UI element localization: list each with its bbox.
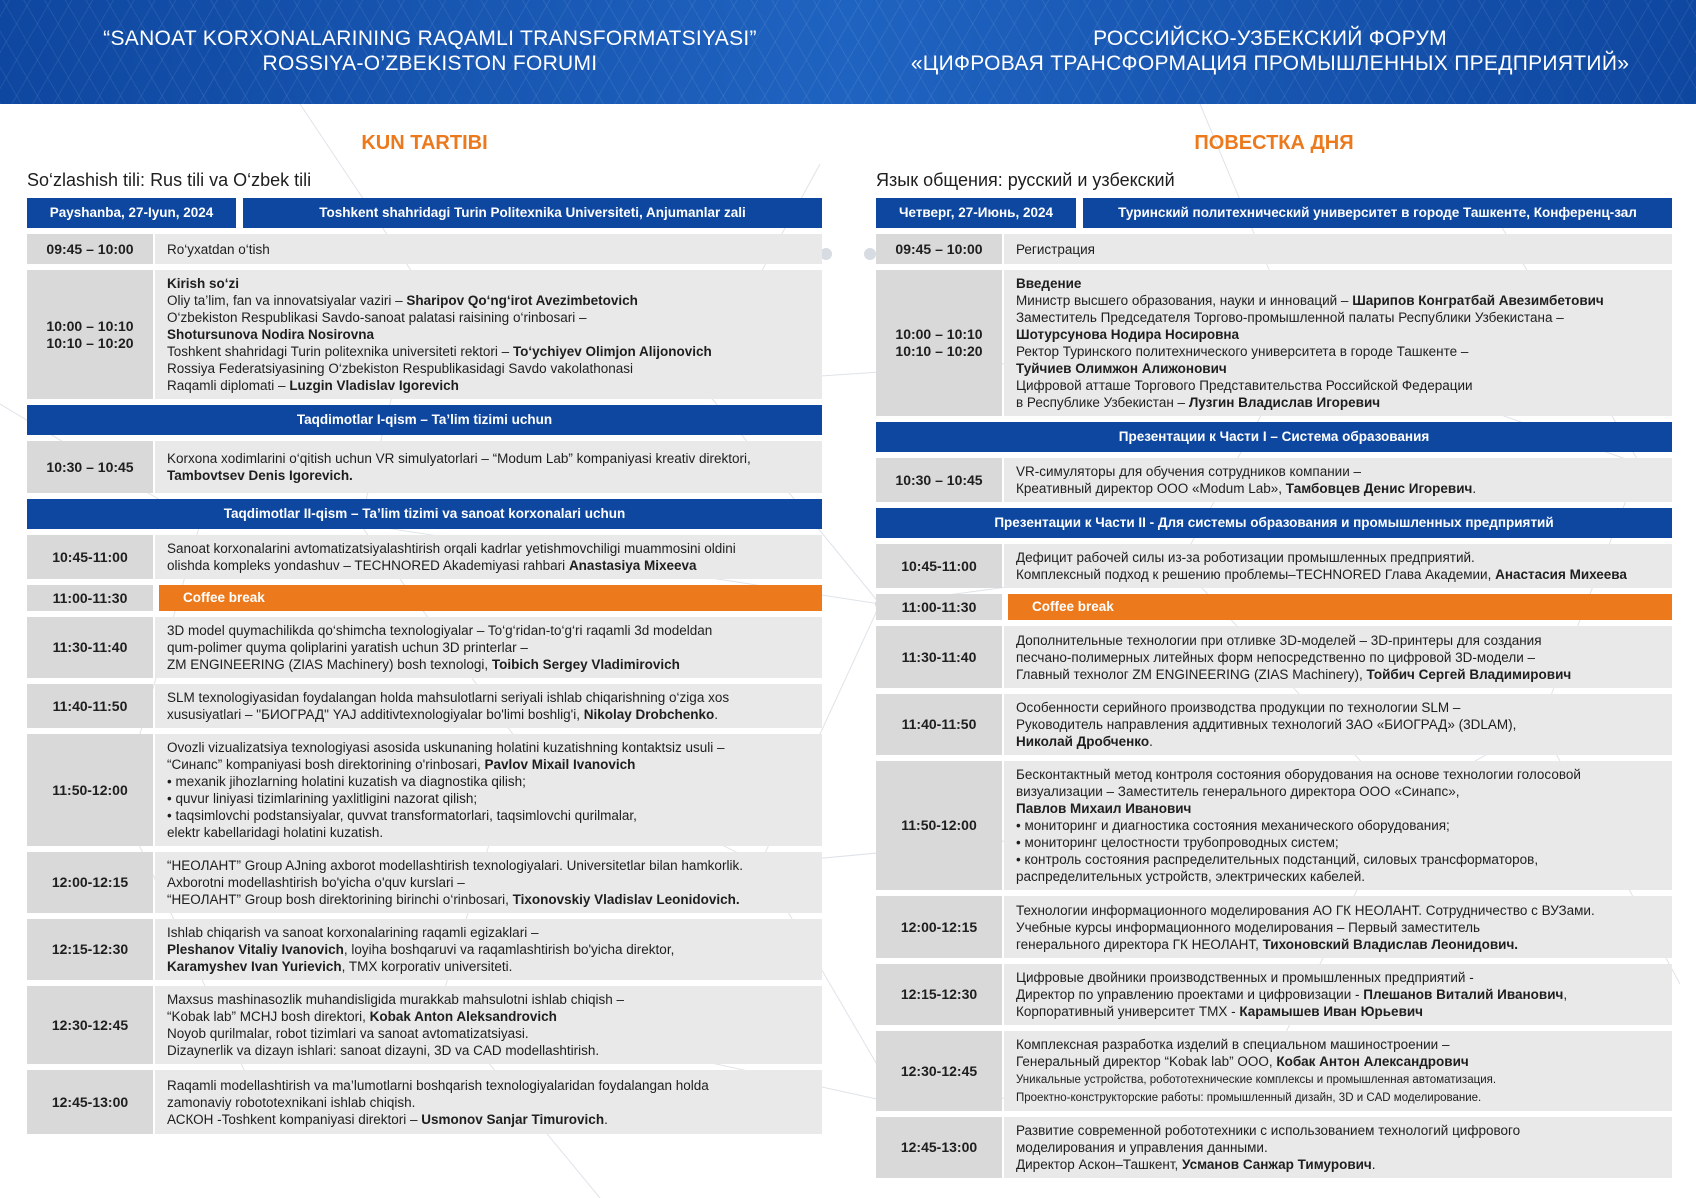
agenda-row	[27, 919, 822, 980]
session-description	[155, 734, 822, 846]
speaker-name: Karamyshev Ivan Yurievich	[167, 959, 342, 974]
language-line	[876, 168, 1672, 192]
banner-left-line2: ROSSIYA-O’ZBEKISTON FORUMI	[262, 52, 598, 75]
section-header-bar: Презентации к Части I – Система образования	[876, 422, 1672, 452]
language-value: русский и узбекский	[1007, 170, 1175, 190]
section-header-bar: Taqdimotlar I-qism – Ta’lim tizimi uchun	[27, 405, 822, 435]
session-description	[155, 852, 822, 913]
description-line	[167, 941, 812, 958]
description-text: “Синапс” kompaniyasi bosh direktorining o'rinbosari,	[167, 757, 485, 772]
session-description	[155, 919, 822, 980]
description-text: Регистрация	[1016, 241, 1095, 257]
description-text: моделирования и управления данными.	[1016, 1140, 1268, 1155]
description-text: Дополнительные технологии при отливке 3D-моделей – 3D-принтеры для создания	[1016, 632, 1542, 648]
speaker-name: Anastasiya Mixeeva	[568, 558, 697, 573]
description-text: Заместитель Председателя Торгово-промышленной палаты Республики Узбекистана –	[1016, 310, 1564, 325]
description-text: Комплексная разработка изделий в специальном машиностроении –	[1016, 1037, 1450, 1052]
description-text: Дефицит рабочей силы из-за роботизации промышленных предприятий.	[1016, 550, 1475, 565]
description-text: Oliy ta’lim, fan va innovatsiyalar vaziri –	[167, 293, 407, 308]
time-slot: 11:40-11:50	[876, 694, 1002, 755]
description-text: .	[1472, 481, 1477, 496]
agenda-title: KUN TARTIBI	[361, 132, 488, 154]
description-text: SLM texnologiyasidan foydalangan holda mahsulotlarni seriyali ishlab chiqarishning o‘ziga xos	[167, 690, 730, 705]
time-slot: 10:00 – 10:10 10:10 – 10:20	[27, 270, 153, 399]
description-line	[1016, 902, 1662, 919]
banner-left-line1: “SANOAT KORXONALARINING RAQAMLI TRANSFORMATSIYASI”	[103, 27, 757, 50]
time-slot: 12:45-13:00	[876, 1117, 1002, 1178]
description-text: Ro‘yxatdan o‘tish	[167, 241, 270, 257]
session-description	[1004, 761, 1672, 890]
description-line	[1016, 377, 1662, 394]
description-line	[1016, 1003, 1662, 1020]
description-text: • мониторинг целостности трубопроводных систем;	[1016, 835, 1339, 850]
description-text: Директор по управлению проектами и цифровизации -	[1016, 987, 1364, 1002]
banner-right-line2: «ЦИФРОВАЯ ТРАНСФОРМАЦИЯ ПРОМЫШЛЕННЫХ ПРЕДПРИЯТИЙ»	[910, 52, 1630, 75]
description-text: xususiyatlari – "БИОГРАД" YAJ additivtexnologiyalar bo'limi boshlig'i,	[167, 707, 584, 722]
description-text: Raqamli diplomati –	[167, 378, 290, 393]
session-description	[1004, 896, 1672, 958]
session-description	[155, 684, 822, 728]
description-text: 3D model quymachilikda qo‘shimcha texnologiyalar – To‘g‘ridan-to‘g‘ri raqamli 3d modeldan	[167, 623, 713, 638]
session-description	[1004, 234, 1672, 264]
description-line	[167, 377, 812, 394]
description-text: Министр высшего образования, науки и инноваций –	[1016, 293, 1353, 308]
description-text: O‘zbekiston Respublikasi Savdo-sanoat palatasi raisining o‘rinbosari –	[167, 310, 587, 325]
description-line	[167, 991, 812, 1008]
description-line	[1016, 1156, 1662, 1173]
description-text: Главный технолог ZM ENGINEERING (ZIAS Machinery),	[1016, 666, 1367, 682]
description-line	[1016, 1122, 1662, 1139]
description-line	[1016, 343, 1662, 360]
session-description	[155, 986, 822, 1064]
time-slot: 10:45-11:00	[876, 544, 1002, 588]
description-text: • quvur liniyasi tizimlarining yaxlitligini nazorat qilish;	[167, 791, 478, 806]
description-text: Цифровые двойники производственных и промышленных предприятий -	[1016, 970, 1474, 985]
description-line	[167, 309, 812, 326]
description-text: песчано-полимерных литейных форм непосредственно по цифровой 3D-модели –	[1016, 649, 1536, 665]
description-line	[167, 540, 812, 557]
description-line	[1016, 969, 1662, 986]
agenda-row	[876, 270, 1672, 416]
description-line	[1016, 936, 1662, 953]
coffee-break-label: Coffee break	[1008, 594, 1672, 620]
description-line	[167, 1111, 812, 1128]
description-text: Korxona xodimlarini o‘qitish uchun VR simulyatorlari – “Modum Lab” kompaniyasi kreativ direktori,	[167, 451, 751, 466]
description-line	[167, 1008, 812, 1025]
time-slot: 12:15-12:30	[27, 919, 153, 980]
speaker-name: Усманов Санжар Тимурович	[1182, 1157, 1372, 1172]
speaker-name: Luzgin Vladislav Igorevich	[289, 378, 459, 393]
time-slot: 12:15-12:30	[876, 964, 1002, 1025]
time-slot: 11:50-12:00	[876, 761, 1002, 890]
description-text: Sanoat korxonalarini avtomatizatsiyalashtirish orqali kadrlar yetishmovchiligi muammosini oldini	[167, 541, 736, 556]
date-venue-bar	[876, 198, 1672, 228]
agenda-rows	[27, 234, 822, 1134]
description-text: Raqamli modellashtirish va ma’lumotlarni boshqarish texnologiyalaridan foydalangan holda	[167, 1077, 709, 1093]
agenda-row	[27, 1070, 822, 1134]
time-slot: 10:45-11:00	[27, 535, 153, 579]
agenda-row	[876, 896, 1672, 958]
agenda-row	[27, 234, 822, 264]
speaker-name: Pavlov Mixail Ivanovich	[484, 757, 636, 772]
description-text: .	[714, 707, 719, 722]
description-text: Ректор Туринского политехнического университета в городе Ташкенте –	[1016, 344, 1469, 359]
description-line	[1016, 666, 1662, 683]
speaker-name: Тамбовцев Денис Игоревич	[1285, 481, 1473, 496]
time-slot: 10:30 – 10:45	[27, 441, 153, 493]
description-line	[1016, 480, 1662, 497]
description-line	[167, 1094, 812, 1111]
agenda-row	[27, 535, 822, 579]
description-text: .	[604, 1111, 608, 1127]
session-description	[1004, 458, 1672, 502]
description-text: , loyiha boshqaruvi va raqamlashtirish bo'yicha direktor,	[343, 942, 675, 957]
description-text: .	[1371, 1157, 1376, 1172]
speaker-name: Тойбич Сергей Владимирович	[1366, 666, 1572, 682]
description-line	[167, 343, 812, 360]
speaker-name: Шарипов Конгратбай Авезимбетович	[1352, 293, 1604, 308]
section-header-bar: Презентации к Части II - Для системы образования и промышленных предприятий	[876, 508, 1672, 538]
description-line	[1016, 783, 1662, 800]
description-text: визуализации – Заместитель генерального директора ООО «Синапс»,	[1016, 784, 1460, 799]
description-text: Ovozli vizualizatsiya texnologiyasi asosida uskunaning holatini kuzatishning kontaktsiz usuli –	[167, 740, 725, 755]
description-line	[1016, 309, 1662, 326]
description-line	[167, 773, 812, 790]
agenda-row	[27, 270, 822, 399]
description-text: • taqsimlovchi podstansiyalar, quvvat transformatorlari, taqsimlovchi qurilmalar,	[167, 808, 637, 823]
session-description	[1004, 694, 1672, 755]
description-text: Noyob qurilmalar, robot tizimlari va sanoat avtomatizatsiyasi.	[167, 1026, 529, 1041]
session-description	[155, 617, 822, 678]
description-line	[1016, 919, 1662, 936]
description-line	[1016, 716, 1662, 733]
description-line	[1016, 1088, 1662, 1106]
speaker-name: Sharipov Qo‘ng‘irot Avezimbetovich	[406, 293, 638, 308]
time-slot: 12:00-12:15	[27, 852, 153, 913]
description-text: • мониторинг и диагностика состояния механического оборудования;	[1016, 818, 1450, 833]
time-slot: 11:30-11:40	[27, 617, 153, 678]
session-description	[1004, 270, 1672, 416]
description-line	[1016, 1139, 1662, 1156]
description-line	[1016, 649, 1662, 666]
date-venue-bar	[27, 198, 822, 228]
description-text: Комплексный подход к решению проблемы–TECHNORED Глава Академии,	[1016, 567, 1496, 582]
speaker-name: Шотурсунова Нодира Носировна	[1016, 327, 1240, 342]
speaker-name: Анастасия Михеева	[1495, 567, 1627, 582]
section-header-bar: Taqdimotlar II-qism – Ta’lim tizimi va sanoat korxonalari uchun	[27, 499, 822, 529]
speaker-name: Введение	[1016, 276, 1082, 291]
speaker-name: Карамышев Иван Юрьевич	[1239, 1004, 1424, 1019]
description-line	[1016, 766, 1662, 783]
agenda-title: ПОВЕСТКА ДНЯ	[1194, 132, 1354, 154]
banner-title-right	[870, 26, 1670, 76]
speaker-name: Тихоновский Владислав Леонидович.	[1262, 936, 1519, 952]
speaker-name: Nikolay Drobchenko	[583, 707, 715, 722]
banner-title-left	[40, 26, 820, 76]
description-line	[167, 706, 812, 723]
date-label: Payshanba, 27-Iyun, 2024	[27, 198, 236, 228]
time-slot: 11:00-11:30	[876, 594, 1002, 620]
agenda-row	[27, 852, 822, 913]
description-line	[167, 924, 812, 941]
description-line	[1016, 817, 1662, 834]
agenda-row	[876, 694, 1672, 755]
description-text: генерального директора ГК НЕОЛАНТ,	[1016, 936, 1263, 952]
description-line	[167, 326, 812, 343]
session-description	[155, 270, 822, 399]
description-line	[1016, 834, 1662, 851]
session-description	[1004, 1031, 1672, 1111]
time-slot: 12:30-12:45	[27, 986, 153, 1064]
description-text: Проектно-конструкторские работы: промышленный дизайн, 3D и CAD моделирование.	[1016, 1092, 1482, 1104]
agenda-row	[876, 234, 1672, 264]
description-text: ZM ENGINEERING (ZIAS Machinery) bosh texnologi,	[167, 657, 492, 672]
header-banner	[0, 0, 1696, 104]
description-text: Развитие современной робототехники с использованием технологий цифрового	[1016, 1123, 1521, 1138]
banner-right-line1: РОССИЙСКО-УЗБЕКСКИЙ ФОРУМ	[1093, 27, 1447, 50]
description-line	[167, 467, 812, 484]
description-text: Maxsus mashinasozlik muhandisligida murakkab mahsulotni ishlab chiqish –	[167, 992, 624, 1007]
description-line	[167, 450, 812, 467]
description-text: распределительных устройств, электрических кабелей.	[1016, 869, 1366, 884]
description-line	[167, 689, 812, 706]
description-line	[1016, 326, 1662, 343]
description-line	[167, 292, 812, 309]
description-text: Учебные курсы информационного моделирования – Первый заместитель	[1016, 919, 1481, 935]
speaker-name: Kirish so‘zi	[167, 276, 240, 291]
description-text: Dizaynerlik va dizayn ishlari: sanoat dizayni, 3D va CAD modellashtirish.	[167, 1043, 600, 1058]
language-line	[27, 168, 822, 192]
time-slot: 12:30-12:45	[876, 1031, 1002, 1111]
agenda-row	[27, 734, 822, 846]
description-line	[167, 891, 812, 908]
coffee-break-row	[876, 594, 1672, 620]
description-text: qum-polimer quyma qoliplarini yaratish uchun 3D printerlar –	[167, 640, 528, 655]
description-line	[1016, 1036, 1662, 1053]
description-text: Бесконтактный метод контроля состояния оборудования на основе технологии голосовой	[1016, 767, 1581, 782]
description-line	[1016, 360, 1662, 377]
agenda-row	[876, 1031, 1672, 1111]
speaker-name: Kobak Anton Aleksandrovich	[369, 1009, 557, 1024]
description-line	[1016, 733, 1662, 750]
venue-label: Toshkent shahridagi Turin Politexnika Universiteti, Anjumanlar zali	[243, 198, 822, 228]
agenda-row	[27, 441, 822, 493]
description-text: .	[1149, 734, 1153, 749]
agenda-row	[27, 617, 822, 678]
agenda-column-russian	[876, 104, 1672, 1178]
description-line	[1016, 566, 1662, 583]
description-line	[1016, 699, 1662, 716]
description-text: , TMX korporativ universiteti.	[341, 959, 513, 974]
description-line	[167, 360, 812, 377]
time-slot: 10:00 – 10:10 10:10 – 10:20	[876, 270, 1002, 416]
description-text: Цифровой атташе Торгового Представительства Российской Федерации	[1016, 378, 1473, 393]
agenda-row	[876, 544, 1672, 588]
description-text: olishda kompleks yondashuv – TECHNORED Akademiyasi rahbari	[167, 558, 569, 573]
description-text: VR-симуляторы для обучения сотрудников компании –	[1016, 464, 1362, 479]
session-description	[1004, 626, 1672, 688]
description-line	[167, 807, 812, 824]
speaker-name: To‘ychiyev Olimjon Alijonovich	[512, 344, 712, 359]
description-line	[1016, 800, 1662, 817]
description-text: “Kobak lab” MCHJ bosh direktori,	[167, 1009, 370, 1024]
description-text: Ishlab chiqarish va sanoat korxonalarining raqamli egizaklari –	[167, 925, 539, 940]
agenda-rows	[876, 234, 1672, 1178]
description-text: Креативный директор ООО «Modum Lab»,	[1016, 481, 1286, 496]
description-line	[1016, 1053, 1662, 1070]
language-value: Rus tili va O‘zbek tili	[150, 170, 312, 190]
description-text: elektr kabellaridagi holatini kuzatish.	[167, 825, 384, 840]
description-text: Генеральный директор “Kobak lab” ООО,	[1016, 1054, 1277, 1069]
description-line	[167, 958, 812, 975]
description-line	[1016, 394, 1662, 411]
coffee-break-label: Coffee break	[159, 585, 822, 611]
description-line	[1016, 549, 1662, 566]
description-line	[1016, 986, 1662, 1003]
description-line	[167, 874, 812, 891]
agenda-row	[876, 964, 1672, 1025]
session-description	[1004, 964, 1672, 1025]
description-line	[167, 656, 812, 673]
description-line	[1016, 292, 1662, 309]
description-text: Руководитель направления аддитивных технологий ЗАО «БИОГРАД» (3DLAM),	[1016, 717, 1517, 732]
description-line	[167, 639, 812, 656]
speaker-name: Tambovtsev Denis Igorevich.	[167, 468, 353, 483]
time-slot: 11:40-11:50	[27, 684, 153, 728]
description-line	[1016, 463, 1662, 480]
description-line	[167, 1077, 812, 1094]
description-line	[1016, 632, 1662, 649]
agenda-row	[876, 1117, 1672, 1178]
speaker-name: Toibich Sergey Vladimirovich	[491, 657, 680, 672]
description-line	[167, 824, 812, 841]
description-text: Технологии информационного моделирования АО ГК НЕОЛАНТ. Сотрудничество с ВУЗами.	[1016, 902, 1595, 918]
description-line	[167, 275, 812, 292]
description-text: “НЕОЛАНТ” Group bosh direktorining birinchi o‘rinbosari,	[167, 892, 513, 907]
coffee-break-row	[27, 585, 822, 611]
description-text: ,	[1563, 987, 1568, 1002]
speaker-name: Pleshanov Vitaliy Ivanovich	[167, 942, 344, 957]
description-line	[1016, 868, 1662, 885]
description-text: Toshkent shahridagi Turin politexnika universiteti rektori –	[167, 344, 513, 359]
time-slot: 11:30-11:40	[876, 626, 1002, 688]
description-line	[167, 790, 812, 807]
time-slot: 09:45 – 10:00	[876, 234, 1002, 264]
speaker-name: Лузгин Владислав Игоревич	[1188, 395, 1381, 410]
description-line	[167, 756, 812, 773]
description-text: Особенности серийного производства продукции по технологии SLM –	[1016, 700, 1461, 715]
description-line	[167, 1042, 812, 1059]
description-text: в Республике Узбекистан –	[1016, 395, 1189, 410]
speaker-name: Туйчиев Олимжон Алижонович	[1016, 361, 1227, 376]
description-text: zamonaviy robototexnikani ishlab chiqish.	[167, 1094, 416, 1110]
description-text: Уникальные устройства, робототехнические комплексы и промышленная автоматизация.	[1016, 1074, 1497, 1086]
description-text: Axborotni modellashtirish bo'yicha o'quv kurslari –	[167, 875, 465, 890]
description-line	[167, 857, 812, 874]
description-text: АСКОН -Toshkent kompaniyasi direktori –	[167, 1111, 422, 1127]
description-text: “НЕОЛАНТ” Group AJning axborot modellashtirish texnologiyalari. Universitetlar bilan hamkorlik.	[167, 858, 743, 873]
time-slot: 11:50-12:00	[27, 734, 153, 846]
agenda-row	[876, 761, 1672, 890]
time-slot: 12:00-12:15	[876, 896, 1002, 958]
speaker-name: Shotursunova Nodira Nosirovna	[167, 327, 375, 342]
description-line	[167, 739, 812, 756]
description-text: Rossiya Federatsiyasining O‘zbekiston Respublikasidagi Savdo vakolathonasi	[167, 361, 634, 376]
date-label: Четверг, 27-Июнь, 2024	[876, 198, 1076, 228]
speaker-name: Плешанов Виталий Иванович	[1363, 987, 1564, 1002]
description-line	[167, 622, 812, 639]
session-description	[155, 441, 822, 493]
description-line	[1016, 1070, 1662, 1088]
agenda-row	[876, 626, 1672, 688]
description-line	[167, 557, 812, 574]
description-line	[167, 1025, 812, 1042]
agenda-row	[27, 986, 822, 1064]
description-text: Корпоративный университет ТМХ -	[1016, 1004, 1240, 1019]
speaker-name: Кобак Антон Александрович	[1276, 1054, 1469, 1069]
description-text: Директор Аскон–Ташкент,	[1016, 1157, 1183, 1172]
speaker-name: Павлов Михаил Иванович	[1016, 801, 1192, 816]
agenda-column-uzbek	[27, 104, 822, 1134]
time-slot: 12:45-13:00	[27, 1070, 153, 1134]
agenda-row	[27, 684, 822, 728]
time-slot: 11:00-11:30	[27, 585, 153, 611]
description-line	[1016, 241, 1662, 258]
language-label: So‘zlashish tili:	[27, 170, 146, 190]
description-line	[1016, 275, 1662, 292]
time-slot: 10:30 – 10:45	[876, 458, 1002, 502]
description-line	[1016, 851, 1662, 868]
time-slot: 09:45 – 10:00	[27, 234, 153, 264]
speaker-name: Николай Дробченко	[1016, 734, 1150, 749]
description-text: • mexanik jihozlarning holatini kuzatish va diagnostika qilish;	[167, 774, 526, 789]
language-label: Язык общения:	[876, 170, 1003, 190]
session-description	[1004, 544, 1672, 588]
session-description	[155, 1070, 822, 1134]
description-text: • контроль состояния распределительных подстанций, силовых трансформаторов,	[1016, 852, 1539, 867]
speaker-name: Tixonovskiy Vladislav Leonidovich.	[512, 892, 740, 907]
session-description	[1004, 1117, 1672, 1178]
session-description	[155, 234, 822, 264]
description-line	[167, 241, 812, 258]
session-description	[155, 535, 822, 579]
venue-label: Туринский политехнический университет в городе Ташкенте, Конференц-зал	[1083, 198, 1672, 228]
agenda-row	[876, 458, 1672, 502]
speaker-name: Usmonov Sanjar Timurovich	[421, 1111, 605, 1127]
